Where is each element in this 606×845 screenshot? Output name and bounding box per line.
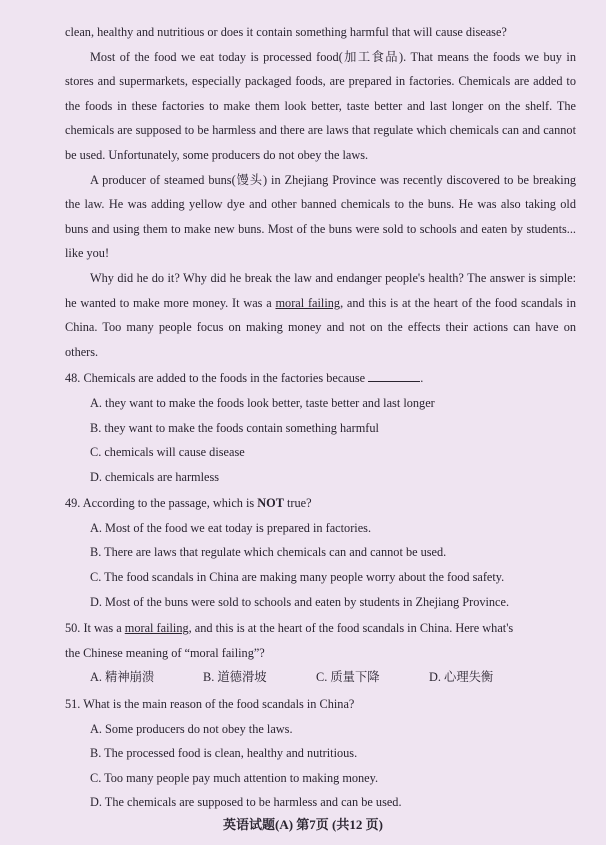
answer-blank bbox=[368, 369, 420, 382]
page-footer: 英语试题(A) 第7页 (共12 页) bbox=[223, 817, 383, 832]
passage-paragraph-0: clean, healthy and nutritious or does it contain something harmful that will cause disease? bbox=[65, 25, 507, 39]
question-51 bbox=[65, 692, 576, 815]
question-51-option-c: C. Too many people pay much attention to making money. bbox=[90, 770, 379, 785]
paragraph-3-text-before: Why did he do it? Why did he break the law and endanger people's health? The answer is simple: he wanted to make more money. It was a bbox=[65, 270, 576, 310]
question-51-option-a: A. Some producers do not obey the laws. bbox=[90, 721, 293, 736]
question-50 bbox=[65, 616, 576, 690]
question-50-options bbox=[65, 665, 576, 690]
question-48-option-b: B. they want to make the foods contain something harmful bbox=[90, 420, 379, 435]
question-50-option-b: B. 道德滑坡 bbox=[203, 670, 267, 685]
question-49 bbox=[65, 491, 576, 614]
passage-paragraph-2: A producer of steamed buns(馒头) in Zhejiang Province was recently discovered to be breaking the law. He was adding yellow dye and other banned chemicals to the buns. He was also taking old buns and using them to make new buns. Most of the buns were sold to schools and eaten by students... like you! bbox=[65, 172, 576, 261]
question-49-option-b: B. There are laws that regulate which chemicals can and cannot be used. bbox=[90, 545, 447, 560]
question-49-stem bbox=[65, 491, 576, 516]
moral-failing-underlined: moral failing bbox=[275, 295, 341, 310]
question-51-option-b: B. The processed food is clean, healthy and nutritious. bbox=[90, 746, 358, 761]
question-50-stem-before: 50. It was a bbox=[65, 621, 125, 636]
question-51-option-d: D. The chemicals are supposed to be harmless and can be used. bbox=[90, 795, 402, 810]
question-48-option-a: A. they want to make the foods look better, taste better and last longer bbox=[90, 395, 435, 410]
question-48-stem-text: 48. Chemicals are added to the foods in the factories because bbox=[65, 371, 366, 386]
question-49-option-c: C. The food scandals in China are making many people worry about the food safety. bbox=[90, 570, 505, 585]
question-49-option-d: D. Most of the buns were sold to schools and eaten by students in Zhejiang Province. bbox=[90, 594, 510, 609]
question-49-stem-after: true? bbox=[283, 496, 312, 511]
question-49-stem-bold: NOT bbox=[257, 496, 284, 511]
passage-paragraph-1: Most of the food we eat today is processed food(加工食品). That means the foods we buy in stores and supermarkets, especially packaged foods, are prepared in factories. Chemicals are added to the foods in these factories to make them look better, taste better and last longer on the shelf. The chemicals are supposed to be harmless and there are laws that regulate which chemicals can and cannot be used. Unfortunately, some producers do not obey the laws. bbox=[65, 49, 576, 162]
question-48-option-d: D. chemicals are harmless bbox=[90, 469, 220, 484]
question-48-option-c: C. chemicals will cause disease bbox=[90, 445, 245, 460]
question-50-option-d: D. 心理失衡 bbox=[429, 670, 494, 685]
question-48-stem bbox=[65, 366, 576, 391]
question-51-stem: 51. What is the main reason of the food scandals in China? bbox=[65, 697, 355, 712]
question-48 bbox=[65, 366, 576, 489]
question-49-option-a: A. Most of the food we eat today is prepared in factories. bbox=[90, 520, 372, 535]
question-50-stem-line2: the Chinese meaning of “moral failing”? bbox=[65, 645, 265, 660]
passage-paragraph-3 bbox=[65, 266, 576, 364]
question-50-stem-underlined: moral failing bbox=[124, 621, 189, 636]
question-50-option-a: A. 精神崩溃 bbox=[90, 670, 155, 685]
question-50-stem bbox=[65, 616, 576, 641]
question-50-stem-after: , and this is at the heart of the food scandals in China. Here what's bbox=[188, 621, 514, 636]
question-48-stem-end: . bbox=[420, 371, 424, 386]
question-49-stem-before: 49. According to the passage, which is bbox=[65, 496, 258, 511]
paragraph-3-text-after: , and this is at the heart of the food scandals in China. Too many people focus on making money and not on the effects their actions can have on others. bbox=[65, 295, 576, 359]
question-50-option-c: C. 质量下降 bbox=[316, 670, 380, 685]
